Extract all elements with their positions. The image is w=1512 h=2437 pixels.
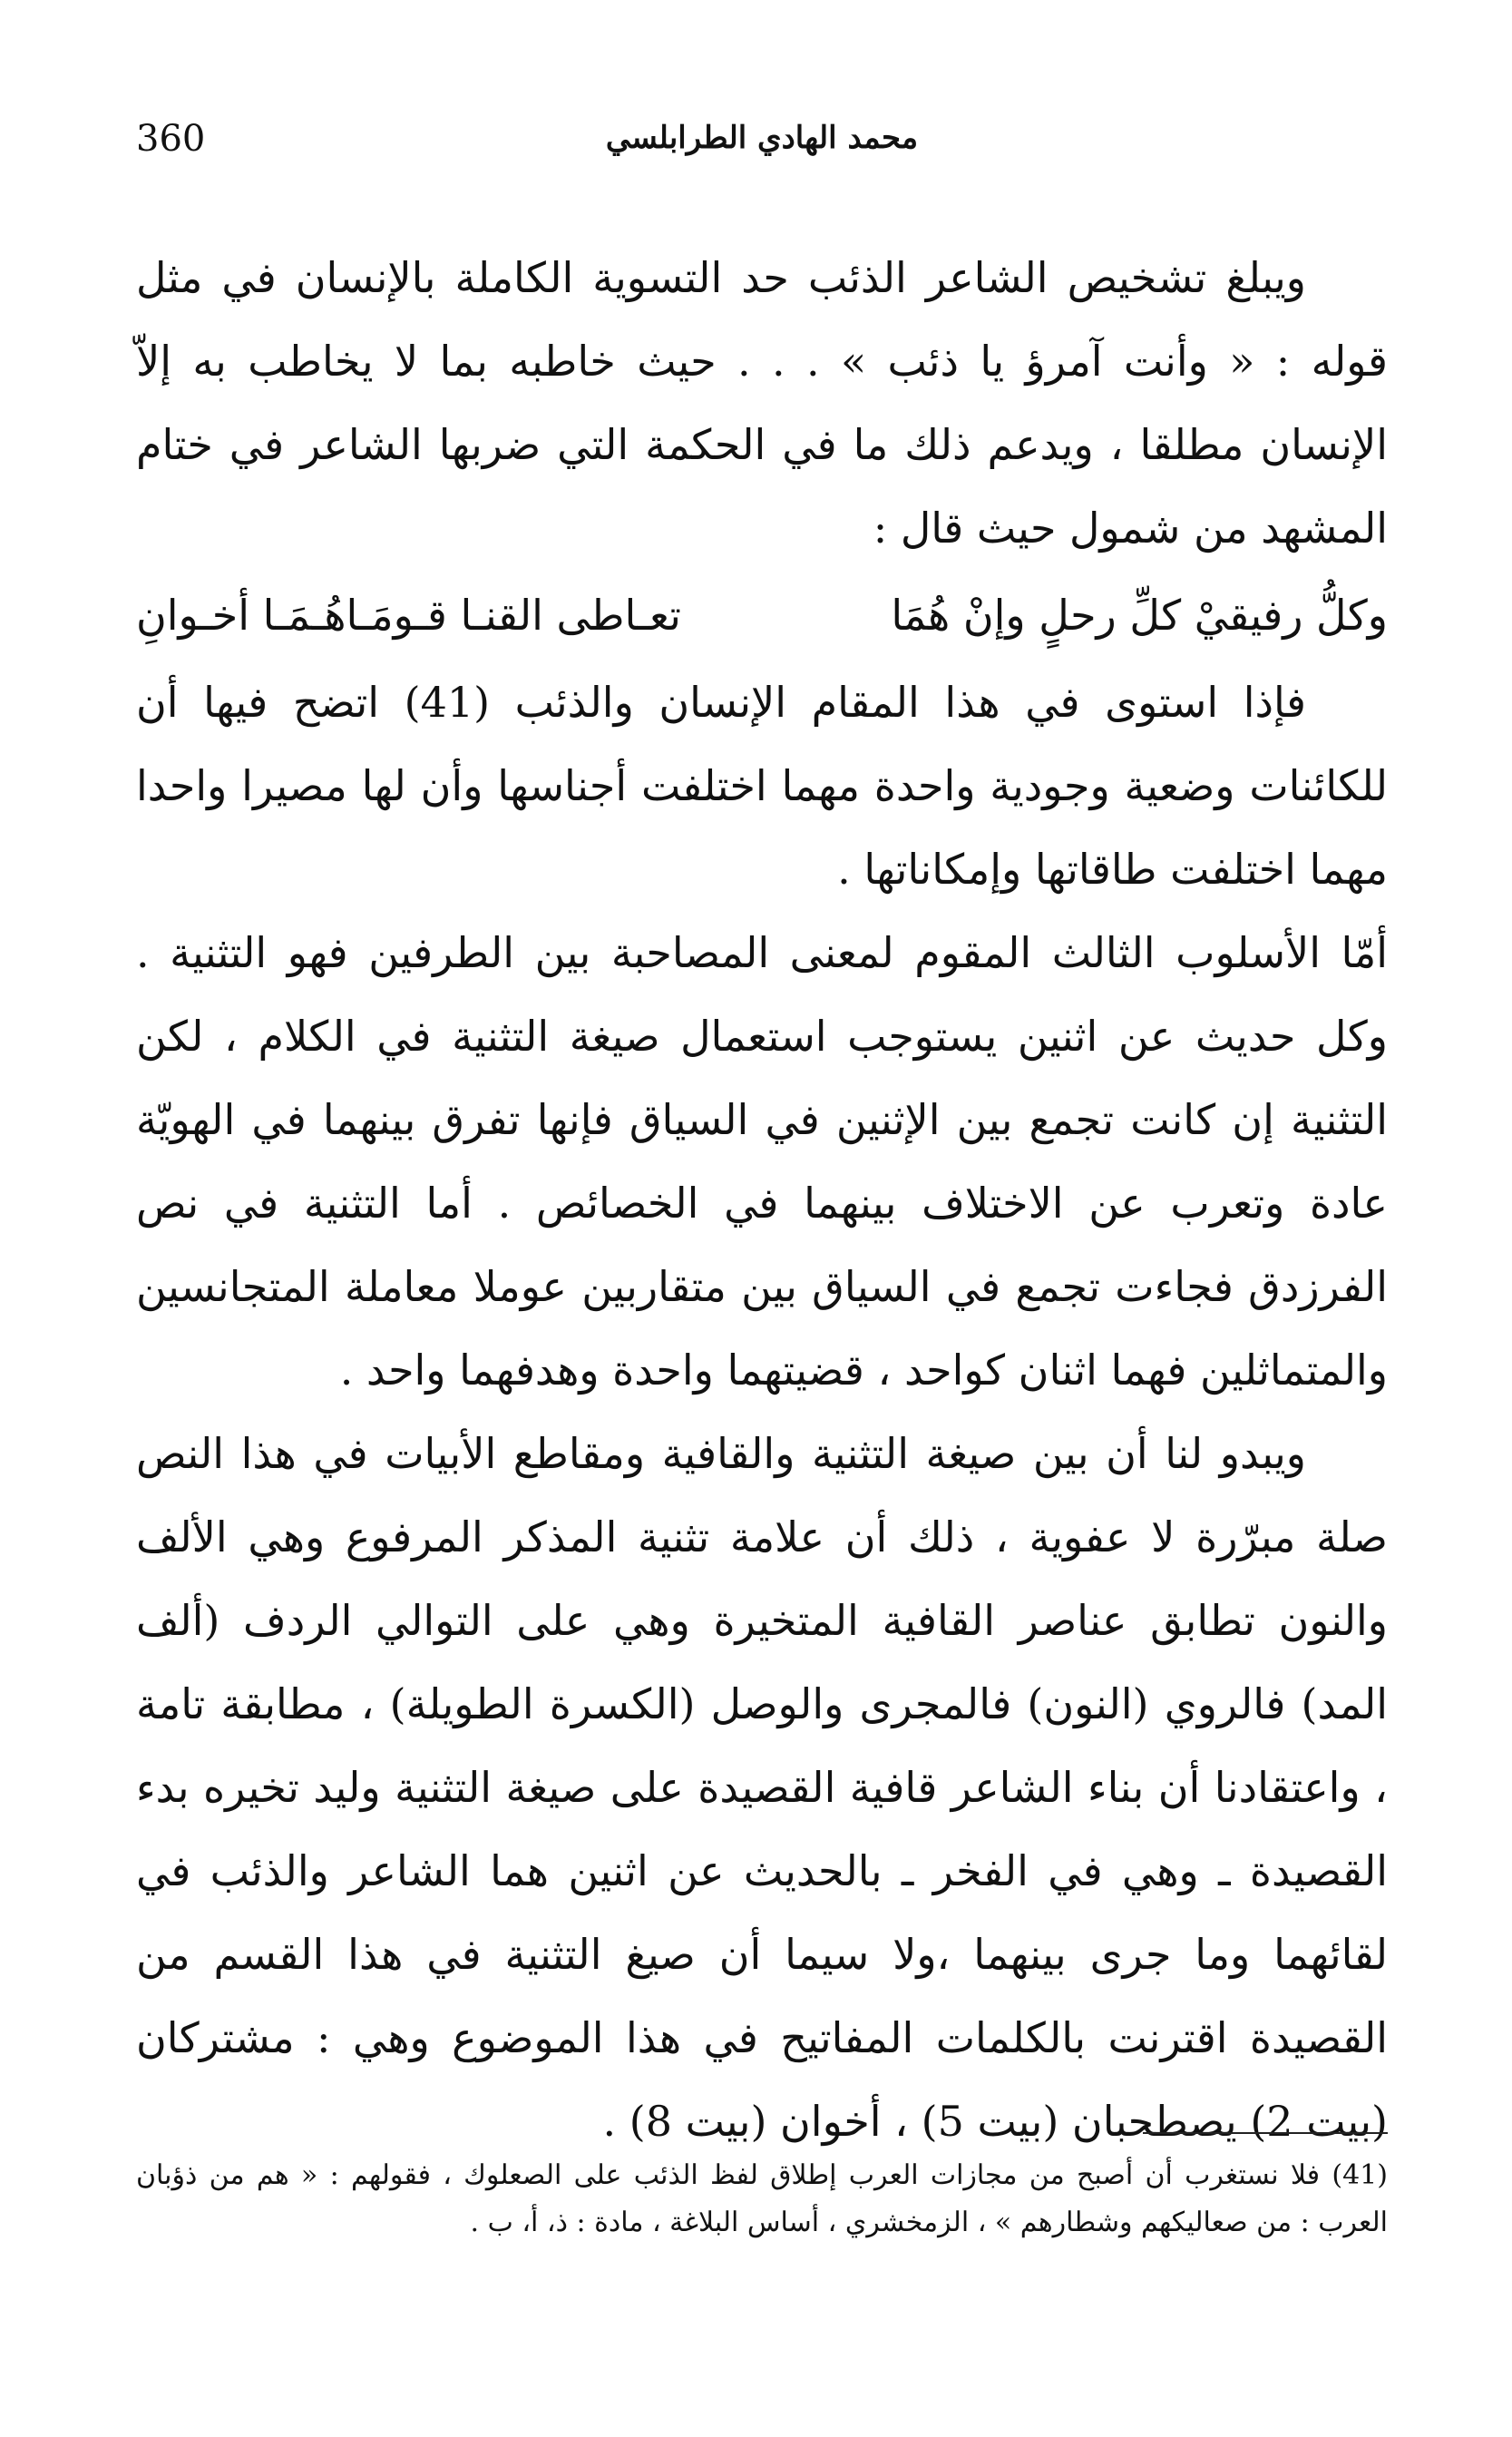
paragraph-3: أمّا الأسلوب الثالث المقوم لمعنى المصاحبة بين الطرفين فهو التثنية . وكل حديث عن اثنين يستوجب استعمال صيغة التثنية في الكلام ، لكن التثنية إن كانت تجمع بين الإثنين في السياق فإنها تفرق بينهما في الهويّة عادة وتعرب عن الاختلاف بينهما في الخصائص . أما التثنية في نص الفرزدق فجاءت تجمع في السياق بين متقاربين عوملا معاملة المتجانسين والمتماثلين فهما اثنان كواحد ، قضيتهما واحدة وهدفهما واحد . bbox=[136, 928, 1388, 1395]
footnotes-section bbox=[136, 2132, 1388, 2246]
footnote-divider bbox=[1143, 2132, 1388, 2134]
paragraph-2: فإذا استوى في هذا المقام الإنسان والذئب (41) اتضح فيها أن للكائنات وضعية وجودية واحدة مهما اختلفت أجناسها وأن لها مصيرا واحدا مهما اختلفت طاقاتها وإمكاناتها . bbox=[136, 678, 1388, 894]
main-text bbox=[136, 236, 1388, 2163]
paragraph-4: ويبدو لنا أن بين صيغة التثنية والقافية ومقاطع الأبيات في هذا النص صلة مبرّرة لا عفوية ، ذلك أن علامة تثنية المذكر المرفوع وهي الألف والنون تطابق عناصر القافية المتخيرة وهي على التوالي الردف (ألف المد) فالروي (النون) فالمجرى والوصل (الكسرة الطويلة) ، مطابقة تامة ، واعتقادنا أن بناء الشاعر قافية القصيدة على صيغة التثنية وليد تخيره بدء القصيدة ـ وهي في الفخر ـ بالحديث عن اثنين هما الشاعر والذئب في لقائهما وما جرى بينهما ،ولا سيما أن صيغ التثنية في هذا القسم من القصيدة اقترنت بالكلمات المفاتيح في هذا الموضوع وهي : مشتركان (بيت 2) يصطحبان (بيت 5) ، أخوان (بيت 8) . bbox=[136, 1429, 1388, 2146]
verse-first-hemistich: وكلُّ رفيقيْ كلِّ رحلٍ وإنْ هُمَا bbox=[891, 591, 1388, 640]
page-header bbox=[136, 118, 1388, 172]
running-title: محمد الهادي الطرابلسي bbox=[605, 120, 919, 156]
verse-second-hemistich: تعـاطى القنـا قـومَـاهُـمَـا أخـوانِ bbox=[136, 591, 681, 640]
footnote-41: (41) فلا نستغرب أن أصبح من مجازات العرب إطلاق لفظ الذئب على الصعلوك ، فقولهم : « هم من ذؤبان العرب : من صعاليكهم وشطارهم » ، الزمخشري ، أساس البلاغة ، مادة : ذ، أ، ب . bbox=[136, 2159, 1388, 2238]
page-number: 360 bbox=[136, 118, 206, 160]
poetry-verse bbox=[136, 570, 1388, 661]
paragraph-1: ويبلغ تشخيص الشاعر الذئب حد التسوية الكاملة بالإنسان في مثل قوله : « وأنت آمرؤ يا ذئب » . . . حيث خاطبه بما لا يخاطب به إلاّ الإنسان مطلقا ، ويدعم ذلك ما في الحكمة التي ضربها الشاعر في ختام المشهد من شمول حيث قال : bbox=[136, 253, 1388, 553]
